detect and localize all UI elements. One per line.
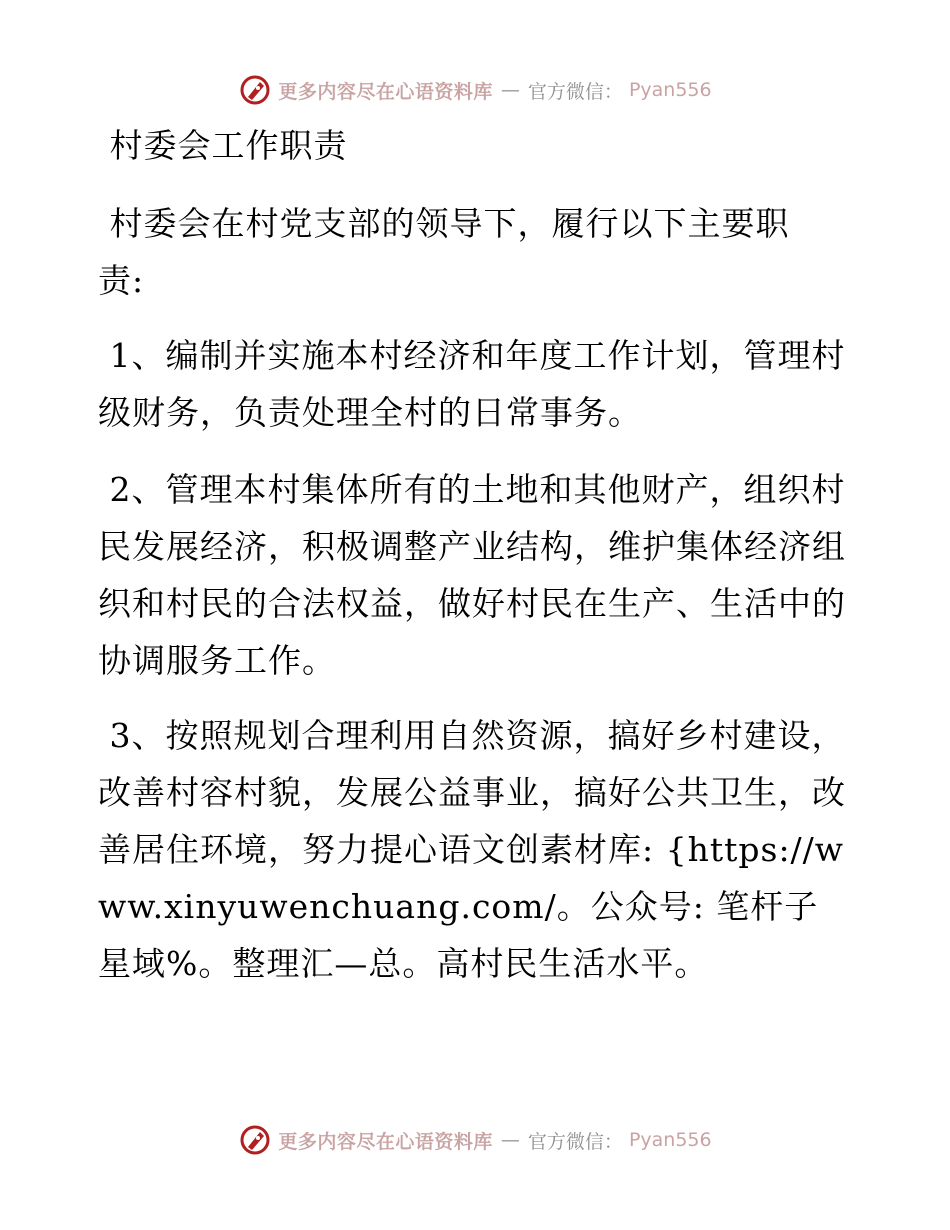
footer-separator: — <box>500 1129 520 1151</box>
header-main-text: 更多内容尽在心语资料库 <box>278 80 493 103</box>
footer-main-text: 更多内容尽在心语资料库 <box>278 1130 493 1153</box>
header-wechat-id: Pyan556 <box>628 79 712 101</box>
document-title: 村委会工作职责 <box>98 126 348 165</box>
duty-item-1: 1、编制并实施本村经济和年度工作计划，管理村级财务，负责处理全村的日常事务。 <box>98 336 846 432</box>
pen-nib-logo-icon <box>238 73 272 107</box>
header-separator: — <box>500 79 520 101</box>
intro-paragraph: 村委会在村党支部的领导下，履行以下主要职责: <box>98 204 790 300</box>
duty-item-2: 2、管理本村集体所有的土地和其他财产，组织村民发展经济，积极调整产业结构，维护集体经济组织和村民的合法权益，做好村民在生产、生活中的协调服务工作。 <box>98 470 846 680</box>
footer-wechat-label: 官方微信： <box>527 1130 623 1153</box>
footer-wechat-id: Pyan556 <box>628 1129 712 1151</box>
footer-watermark <box>0 1120 950 1160</box>
header-watermark <box>0 70 950 110</box>
header-wechat-label: 官方微信： <box>527 80 623 103</box>
pen-nib-logo-icon <box>238 1123 272 1157</box>
duty-item-3: 3、按照规划合理利用自然资源，搞好乡村建设，改善村容村貌，发展公益事业，搞好公共卫生，改善居住环境，努力提心语文创素材库: {https://www.xinyuwenchuang.com/。公众号: 笔杆子星域%。整理汇—总。高村民生活水平。 <box>98 716 846 983</box>
